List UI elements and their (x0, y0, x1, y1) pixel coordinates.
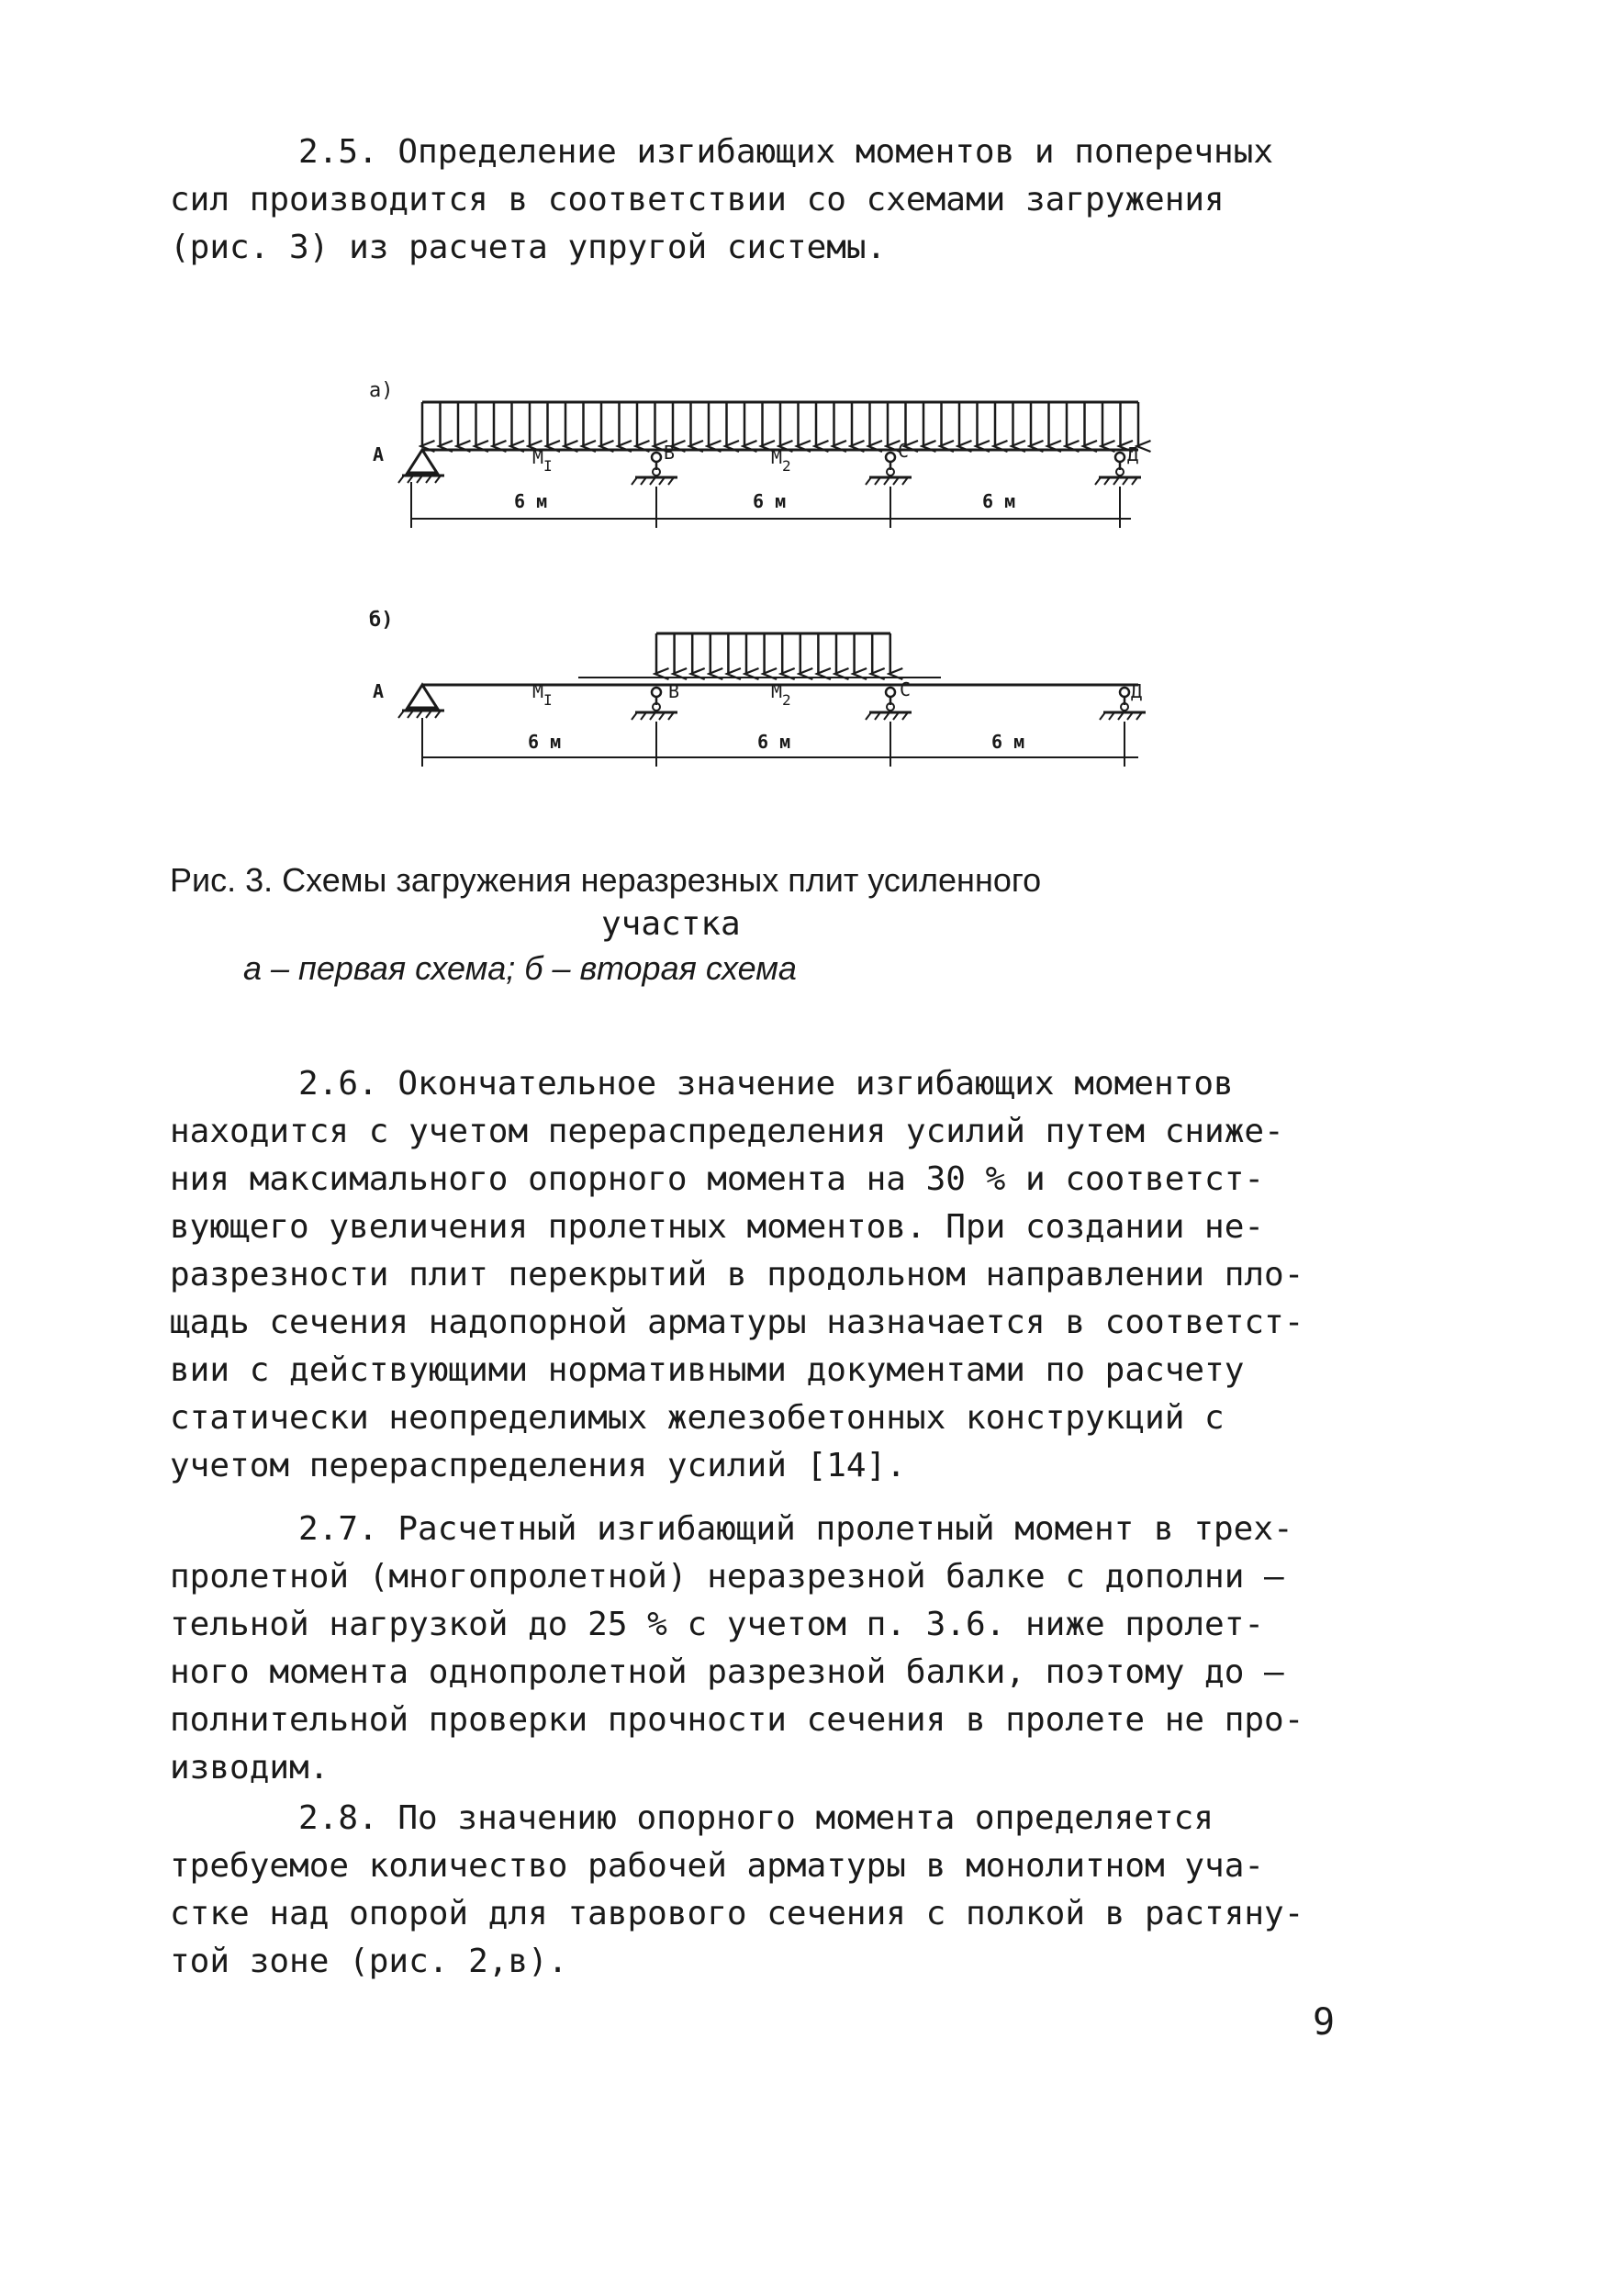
paragraph-2-5 (170, 129, 1400, 272)
span-length-1: 6 м (514, 490, 548, 512)
moment-label-m1: $M_I$ (532, 680, 553, 709)
text-line: пролетной (многопролетной) неразрезной балке с дополни – (170, 1558, 1284, 1596)
text-line: 2.8. По значению опорного момента определяется (298, 1799, 1214, 1837)
text-line: полнительной проверки прочности сечения в пролете не про- (170, 1701, 1304, 1739)
moment-label-m2: $M_2$ (771, 446, 791, 475)
figure-3-load-schemes (349, 358, 1175, 854)
span-length-1: 6 м (528, 731, 562, 753)
figure-caption (170, 858, 1400, 991)
text-line: стке над опорой для таврового сечения с полкой в растяну- (170, 1895, 1304, 1932)
support-label-c: С (900, 678, 912, 700)
scheme-b-label: б) (369, 609, 394, 632)
support-label-a: А (373, 443, 385, 465)
text-line: 2.7. Расчетный изгибающий пролетный момент в трех- (298, 1510, 1293, 1548)
text-line: вующего увеличения пролетных моментов. При создании не- (170, 1208, 1265, 1246)
page-number: 9 (1313, 2001, 1336, 2044)
text-line: тельной нагрузкой до 25 % с учетом п. 3.6. ниже пролет- (170, 1606, 1265, 1643)
text-line: вии с действующими нормативными документами по расчету (170, 1351, 1245, 1389)
pin-support-a (398, 450, 444, 483)
text-line: сил производится в соответствии со схемами загружения (170, 181, 1225, 218)
text-line: той зоне (рис. 2,в). (170, 1943, 568, 1980)
pin-support-a (398, 685, 444, 718)
caption-title-continued: участка (601, 905, 741, 943)
text-line: требуемое количество рабочей арматуры в монолитном уча- (170, 1847, 1265, 1885)
moment-label-m1: $M_I$ (532, 446, 553, 475)
text-line: изводим. (170, 1749, 330, 1786)
span-length-2: 6 м (757, 731, 791, 753)
caption-title: Рис. 3. Схемы загружения неразрезных плит усиленного (170, 861, 1042, 899)
support-label-c: С (898, 440, 910, 462)
text-line: ния максимального опорного момента на 30 % и соответст- (170, 1160, 1265, 1198)
scheme-a-label: а) (369, 379, 394, 402)
span-length-2: 6 м (753, 490, 787, 512)
span-length-3: 6 м (982, 490, 1016, 512)
text-line: учетом перераспределения усилий [14]. (170, 1447, 906, 1484)
text-line: находится с учетом перераспределения усилий путем сниже- (170, 1113, 1284, 1150)
moment-label-m2: $M_2$ (771, 680, 791, 709)
support-label-d: Д (1127, 443, 1139, 465)
text-line: 2.5. Определение изгибающих моментов и поперечных (298, 133, 1274, 171)
support-label-a: А (373, 680, 385, 702)
scheme-b (369, 609, 1146, 767)
text-line: (рис. 3) из расчета упругой системы. (170, 229, 887, 266)
text-line: ного момента однопролетной разрезной балки, поэтому до – (170, 1653, 1284, 1691)
paragraph-2-7 (170, 1506, 1400, 1792)
partial-load-arrows (656, 633, 890, 674)
caption-legend: а – первая схема; б – вторая схема (243, 949, 797, 987)
paragraph-2-8 (170, 1795, 1400, 1986)
text-line: 2.6. Окончательное значение изгибающих моментов (298, 1065, 1234, 1103)
support-label-b: В (668, 680, 680, 702)
paragraph-2-6 (170, 1060, 1400, 1490)
text-line: разрезности плит перекрытий в продольном направлении пло- (170, 1256, 1304, 1294)
text-line: щадь сечения надопорной арматуры назначается в соответст- (170, 1304, 1304, 1341)
span-length-3: 6 м (991, 731, 1025, 753)
text-line: статически неопределимых железобетонных конструкций с (170, 1399, 1225, 1437)
scheme-a (369, 379, 1141, 528)
uniform-load-arrows (422, 402, 1138, 446)
support-label-d: Д (1131, 680, 1143, 702)
support-label-b: В (664, 442, 676, 464)
